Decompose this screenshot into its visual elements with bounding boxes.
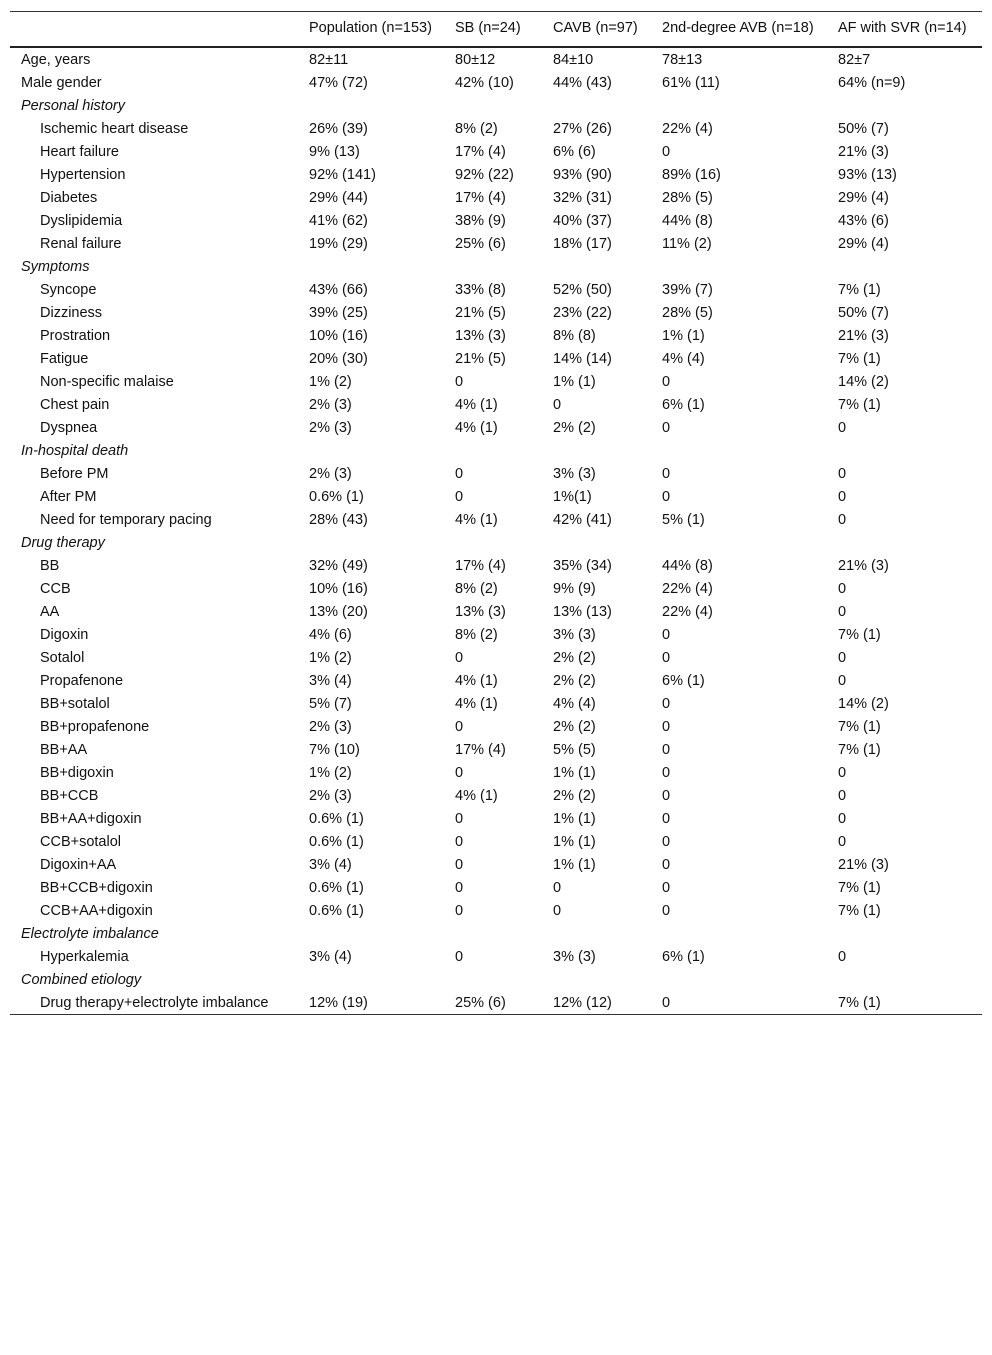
characteristics-table [10, 11, 982, 1015]
cell-value: 13% (13) [553, 603, 612, 620]
cell-value: 78±13 [662, 51, 703, 68]
cell-value: 93% (13) [838, 166, 897, 183]
cell-value: 2% (2) [553, 718, 596, 735]
cell-value: 2% (3) [309, 787, 352, 804]
cell-value: 50% (7) [838, 120, 889, 137]
cell-value: 6% (1) [662, 672, 705, 689]
cell-value: 0 [455, 373, 464, 390]
row-label: Need for temporary pacing [40, 511, 212, 528]
cell-value: 3% (3) [553, 626, 596, 643]
cell-value: 7% (1) [838, 902, 881, 919]
cell-value: 0 [662, 695, 671, 712]
cell-value: 44% (8) [662, 212, 713, 229]
cell-value: 22% (4) [662, 580, 713, 597]
cell-value: 4% (4) [662, 350, 705, 367]
row-label: Sotalol [40, 649, 85, 666]
cell-value: 4% (6) [309, 626, 352, 643]
cell-value: 92% (141) [309, 166, 376, 183]
cell-value: 0 [662, 833, 671, 850]
cell-value: 7% (1) [838, 350, 881, 367]
cell-value: 0 [455, 465, 464, 482]
cell-value: 5% (7) [309, 695, 352, 712]
row-label: Dizziness [40, 304, 103, 321]
cell-value: 52% (50) [553, 281, 612, 298]
cell-value: 21% (3) [838, 557, 889, 574]
cell-value: 0 [838, 465, 847, 482]
cell-value: 7% (1) [838, 718, 881, 735]
cell-value: 0 [455, 718, 464, 735]
cell-value: 0 [838, 948, 847, 965]
cell-value: 0 [455, 764, 464, 781]
table-row [10, 761, 982, 784]
cell-value: 2% (3) [309, 465, 352, 482]
section-row [10, 922, 982, 945]
cell-value: 38% (9) [455, 212, 506, 229]
cell-value: 43% (66) [309, 281, 368, 298]
cell-value: 0 [838, 419, 847, 436]
table-row [10, 209, 982, 232]
header-sb: SB (n=24) [449, 12, 547, 48]
table-row [10, 232, 982, 255]
cell-value: 1% (1) [662, 327, 705, 344]
table-row [10, 416, 982, 439]
section-heading: Personal history [21, 97, 125, 114]
row-label: Age, years [21, 51, 91, 68]
cell-value: 2% (3) [309, 419, 352, 436]
cell-value: 18% (17) [553, 235, 612, 252]
cell-value: 0 [662, 718, 671, 735]
row-label: BB+digoxin [40, 764, 114, 781]
cell-value: 5% (1) [662, 511, 705, 528]
cell-value: 39% (7) [662, 281, 713, 298]
cell-value: 0 [838, 764, 847, 781]
cell-value: 43% (6) [838, 212, 889, 229]
row-label: Drug therapy+electrolyte imbalance [40, 994, 269, 1011]
cell-value: 7% (1) [838, 994, 881, 1011]
cell-value: 40% (37) [553, 212, 612, 229]
table-row [10, 47, 982, 71]
cell-value: 0 [553, 902, 562, 919]
row-label: Hypertension [40, 166, 126, 183]
row-label: Propafenone [40, 672, 124, 689]
cell-value: 21% (5) [455, 350, 506, 367]
table-row [10, 692, 982, 715]
cell-value: 2% (2) [553, 672, 596, 689]
cell-value: 25% (6) [455, 994, 506, 1011]
cell-value: 0.6% (1) [309, 902, 364, 919]
cell-value: 0 [455, 902, 464, 919]
cell-value: 2% (3) [309, 718, 352, 735]
section-row [10, 94, 982, 117]
cell-value: 0 [662, 764, 671, 781]
cell-value: 0 [662, 787, 671, 804]
row-label: Non-specific malaise [40, 373, 174, 390]
cell-value: 0.6% (1) [309, 810, 364, 827]
cell-value: 39% (25) [309, 304, 368, 321]
table-row [10, 163, 982, 186]
cell-value: 0 [455, 833, 464, 850]
cell-value: 19% (29) [309, 235, 368, 252]
table-row [10, 784, 982, 807]
cell-value: 42% (41) [553, 511, 612, 528]
row-label: Fatigue [40, 350, 89, 367]
cell-value: 0 [838, 810, 847, 827]
cell-value: 3% (4) [309, 948, 352, 965]
table-row [10, 830, 982, 853]
cell-value: 0 [553, 396, 562, 413]
cell-value: 17% (4) [455, 557, 506, 574]
cell-value: 0 [662, 143, 671, 160]
table-row [10, 853, 982, 876]
cell-value: 4% (1) [455, 419, 498, 436]
cell-value: 1% (1) [553, 810, 596, 827]
cell-value: 44% (43) [553, 74, 612, 91]
table-row [10, 669, 982, 692]
table-row [10, 117, 982, 140]
cell-value: 20% (30) [309, 350, 368, 367]
row-label: Ischemic heart disease [40, 120, 189, 137]
section-heading: In-hospital death [21, 442, 129, 459]
row-label: Hyperkalemia [40, 948, 129, 965]
table-row [10, 301, 982, 324]
row-label: CCB+sotalol [40, 833, 121, 850]
cell-value: 28% (5) [662, 189, 713, 206]
cell-value: 64% (n=9) [838, 74, 906, 91]
section-row [10, 531, 982, 554]
row-label: Dyspnea [40, 419, 98, 436]
cell-value: 1%(1) [553, 488, 592, 505]
cell-value: 0 [838, 603, 847, 620]
row-label: BB+CCB [40, 787, 99, 804]
cell-value: 13% (3) [455, 327, 506, 344]
row-label: CCB+AA+digoxin [40, 902, 153, 919]
cell-value: 11% (2) [662, 235, 712, 252]
table-row [10, 485, 982, 508]
table-row [10, 71, 982, 94]
cell-value: 27% (26) [553, 120, 612, 137]
cell-value: 25% (6) [455, 235, 506, 252]
table-row [10, 600, 982, 623]
cell-value: 0 [838, 672, 847, 689]
table-header-row [10, 12, 982, 48]
table-row [10, 991, 982, 1015]
table-row [10, 554, 982, 577]
cell-value: 35% (34) [553, 557, 612, 574]
cell-value: 0 [838, 511, 847, 528]
cell-value: 13% (20) [309, 603, 368, 620]
table-row [10, 140, 982, 163]
cell-value: 0 [662, 856, 671, 873]
row-label: Renal failure [40, 235, 122, 252]
cell-value: 17% (4) [455, 741, 506, 758]
cell-value: 9% (9) [553, 580, 596, 597]
cell-value: 32% (31) [553, 189, 612, 206]
cell-value: 1% (1) [553, 373, 596, 390]
cell-value: 8% (2) [455, 120, 498, 137]
cell-value: 1% (2) [309, 649, 352, 666]
section-row [10, 439, 982, 462]
table-body [10, 47, 982, 1015]
section-heading: Drug therapy [21, 534, 105, 551]
cell-value: 2% (3) [309, 396, 352, 413]
cell-value: 0.6% (1) [309, 488, 364, 505]
cell-value: 1% (2) [309, 373, 352, 390]
row-label: BB+AA+digoxin [40, 810, 142, 827]
cell-value: 10% (16) [309, 580, 368, 597]
row-label: Male gender [21, 74, 102, 91]
cell-value: 3% (4) [309, 856, 352, 873]
cell-value: 3% (3) [553, 948, 596, 965]
cell-value: 0 [838, 649, 847, 666]
cell-value: 0.6% (1) [309, 879, 364, 896]
row-label: Digoxin [40, 626, 89, 643]
cell-value: 1% (1) [553, 856, 596, 873]
section-row [10, 968, 982, 991]
header-population: Population (n=153) [303, 12, 449, 48]
cell-value: 5% (5) [553, 741, 596, 758]
cell-value: 17% (4) [455, 143, 506, 160]
cell-value: 92% (22) [455, 166, 514, 183]
cell-value: 0 [662, 741, 671, 758]
cell-value: 4% (1) [455, 695, 498, 712]
cell-value: 0 [662, 465, 671, 482]
table-row [10, 876, 982, 899]
row-label: Chest pain [40, 396, 110, 413]
cell-value: 47% (72) [309, 74, 368, 91]
table-row [10, 508, 982, 531]
cell-value: 7% (1) [838, 879, 881, 896]
cell-value: 0 [662, 419, 671, 436]
cell-value: 21% (3) [838, 327, 889, 344]
table-row [10, 462, 982, 485]
header-2nd-degree-avb: 2nd-degree AVB (n=18) [656, 12, 832, 48]
cell-value: 6% (6) [553, 143, 596, 160]
cell-value: 0 [455, 856, 464, 873]
section-heading: Electrolyte imbalance [21, 925, 159, 942]
cell-value: 13% (3) [455, 603, 506, 620]
row-label: BB+CCB+digoxin [40, 879, 153, 896]
cell-value: 14% (14) [553, 350, 612, 367]
row-label: CCB [40, 580, 71, 597]
row-label: BB+sotalol [40, 695, 110, 712]
row-label: AA [40, 603, 60, 620]
cell-value: 7% (1) [838, 626, 881, 643]
cell-value: 12% (12) [553, 994, 612, 1011]
cell-value: 1% (1) [553, 833, 596, 850]
cell-value: 0 [662, 994, 671, 1011]
cell-value: 0 [838, 580, 847, 597]
header-empty [10, 12, 303, 48]
cell-value: 7% (1) [838, 281, 881, 298]
cell-value: 0 [662, 879, 671, 896]
cell-value: 42% (10) [455, 74, 514, 91]
cell-value: 2% (2) [553, 649, 596, 666]
cell-value: 3% (4) [309, 672, 352, 689]
row-label: After PM [40, 488, 97, 505]
cell-value: 10% (16) [309, 327, 368, 344]
cell-value: 32% (49) [309, 557, 368, 574]
cell-value: 4% (4) [553, 695, 596, 712]
section-heading: Symptoms [21, 258, 90, 275]
table-row [10, 738, 982, 761]
cell-value: 26% (39) [309, 120, 368, 137]
cell-value: 14% (2) [838, 695, 889, 712]
cell-value: 3% (3) [553, 465, 596, 482]
cell-value: 0 [838, 833, 847, 850]
cell-value: 22% (4) [662, 120, 713, 137]
cell-value: 0 [662, 649, 671, 666]
cell-value: 21% (5) [455, 304, 506, 321]
cell-value: 8% (8) [553, 327, 596, 344]
table-row [10, 393, 982, 416]
cell-value: 12% (19) [309, 994, 368, 1011]
table-row [10, 577, 982, 600]
cell-value: 44% (8) [662, 557, 713, 574]
cell-value: 29% (4) [838, 235, 889, 252]
row-label: Digoxin+AA [40, 856, 117, 873]
cell-value: 1% (1) [553, 764, 596, 781]
row-label: Syncope [40, 281, 97, 298]
header-cavb: CAVB (n=97) [547, 12, 656, 48]
row-label: BB+AA [40, 741, 88, 758]
cell-value: 2% (2) [553, 419, 596, 436]
cell-value: 0 [455, 879, 464, 896]
cell-value: 0 [838, 787, 847, 804]
cell-value: 93% (90) [553, 166, 612, 183]
cell-value: 28% (5) [662, 304, 713, 321]
table-row [10, 347, 982, 370]
row-label: Heart failure [40, 143, 119, 160]
cell-value: 50% (7) [838, 304, 889, 321]
cell-value: 0 [662, 373, 671, 390]
cell-value: 8% (2) [455, 626, 498, 643]
cell-value: 7% (1) [838, 396, 881, 413]
table-row [10, 899, 982, 922]
table-row [10, 623, 982, 646]
row-label: Before PM [40, 465, 109, 482]
cell-value: 0 [662, 810, 671, 827]
cell-value: 7% (1) [838, 741, 881, 758]
cell-value: 80±12 [455, 51, 496, 68]
table-row [10, 324, 982, 347]
cell-value: 22% (4) [662, 603, 713, 620]
cell-value: 82±7 [838, 51, 871, 68]
cell-value: 82±11 [309, 51, 349, 68]
cell-value: 8% (2) [455, 580, 498, 597]
cell-value: 0 [553, 879, 562, 896]
cell-value: 4% (1) [455, 511, 498, 528]
cell-value: 21% (3) [838, 856, 889, 873]
cell-value: 21% (3) [838, 143, 889, 160]
cell-value: 89% (16) [662, 166, 721, 183]
row-label: Diabetes [40, 189, 98, 206]
cell-value: 29% (4) [838, 189, 889, 206]
cell-value: 29% (44) [309, 189, 368, 206]
cell-value: 0 [455, 488, 464, 505]
cell-value: 0 [455, 810, 464, 827]
row-label: BB+propafenone [40, 718, 150, 735]
cell-value: 17% (4) [455, 189, 506, 206]
cell-value: 4% (1) [455, 396, 498, 413]
cell-value: 0 [455, 948, 464, 965]
table-row [10, 278, 982, 301]
header-af-svr: AF with SVR (n=14) [832, 12, 982, 48]
cell-value: 4% (1) [455, 672, 498, 689]
cell-value: 0 [455, 649, 464, 666]
cell-value: 61% (11) [662, 74, 720, 91]
table-row [10, 715, 982, 738]
cell-value: 2% (2) [553, 787, 596, 804]
cell-value: 9% (13) [309, 143, 360, 160]
cell-value: 14% (2) [838, 373, 889, 390]
cell-value: 0 [662, 626, 671, 643]
row-label: Dyslipidemia [40, 212, 123, 229]
cell-value: 1% (2) [309, 764, 352, 781]
cell-value: 7% (10) [309, 741, 360, 758]
table-row [10, 370, 982, 393]
table-row [10, 945, 982, 968]
cell-value: 4% (1) [455, 787, 498, 804]
cell-value: 23% (22) [553, 304, 612, 321]
row-label: Prostration [40, 327, 111, 344]
cell-value: 41% (62) [309, 212, 368, 229]
cell-value: 0.6% (1) [309, 833, 364, 850]
cell-value: 0 [838, 488, 847, 505]
cell-value: 28% (43) [309, 511, 368, 528]
cell-value: 0 [662, 902, 671, 919]
cell-value: 84±10 [553, 51, 594, 68]
section-row [10, 255, 982, 278]
cell-value: 33% (8) [455, 281, 506, 298]
cell-value: 6% (1) [662, 948, 705, 965]
table-row [10, 807, 982, 830]
row-label: BB [40, 557, 60, 574]
cell-value: 0 [662, 488, 671, 505]
table-row [10, 646, 982, 669]
section-heading: Combined etiology [21, 971, 142, 988]
table-row [10, 186, 982, 209]
cell-value: 6% (1) [662, 396, 705, 413]
